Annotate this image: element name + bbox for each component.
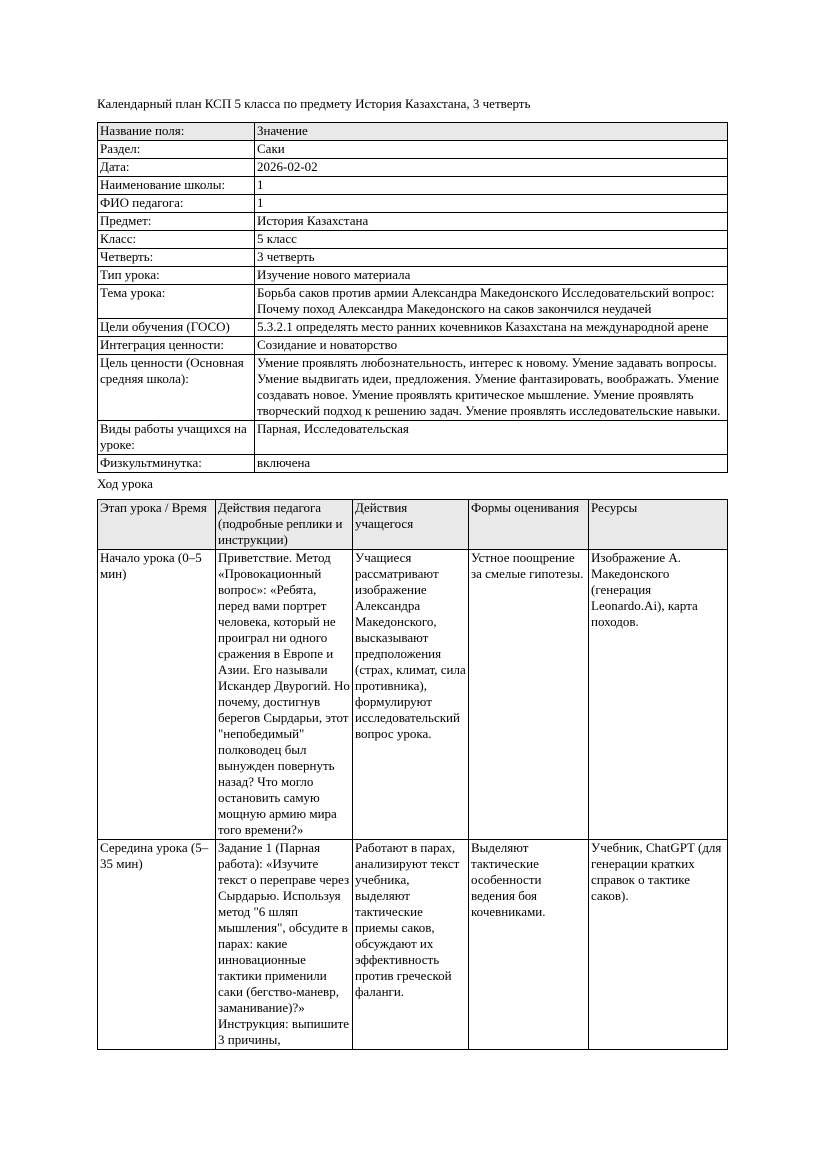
field-value: История Казахстана <box>255 213 728 231</box>
field-label: Цели обучения (ГОСО) <box>98 319 255 337</box>
info-row-learning-goals <box>98 319 728 337</box>
lesson-table <box>97 499 728 1050</box>
field-value: 5 класс <box>255 231 728 249</box>
lesson-table-header-row <box>98 500 728 550</box>
column-header-stage: Этап урока / Время <box>98 500 216 550</box>
teacher-actions-cell: Задание 1 (Парная работа): «Изучите текст о переправе через Сырдарью. Используя метод "6 шляп мышления", обсудите в парах: какие инновационные тактики применили саки (бегство-маневр, заманивание)?» Инструкция: выпишите 3 причины, <box>216 840 353 1050</box>
field-value: 1 <box>255 195 728 213</box>
info-row-phys-minute <box>98 455 728 473</box>
info-row-school <box>98 177 728 195</box>
stage-cell: Середина урока (5–35 мин) <box>98 840 216 1050</box>
info-table-header-row <box>98 123 728 141</box>
column-header-assessment: Формы оценивания <box>469 500 589 550</box>
column-header-student-actions: Действия учащегося <box>353 500 469 550</box>
field-value: Умение проявлять любознательность, интерес к новому. Умение задавать вопросы. Умение выдвигать идеи, предложения. Умение фантазировать, воображать. Умение создавать новое. Умение проявлять критическое мышление. Умение проявлять творческий подход к решению задач. Умение проявлять исследовательские навыки. <box>255 355 728 421</box>
document-title: Календарный план КСП 5 класса по предмету История Казахстана, 3 четверть <box>97 96 531 111</box>
column-header-resources: Ресурсы <box>589 500 728 550</box>
lesson-flow-heading: Ход урока <box>97 476 153 491</box>
field-label: Цель ценности (Основная средняя школа): <box>98 355 255 421</box>
field-value: Созидание и новаторство <box>255 337 728 355</box>
field-value: Парная, Исследовательская <box>255 421 728 455</box>
info-table <box>97 122 728 473</box>
info-row-work-types <box>98 421 728 455</box>
field-value: 1 <box>255 177 728 195</box>
info-row-razdel <box>98 141 728 159</box>
field-value: Борьба саков против армии Александра Македонского Исследовательский вопрос: Почему поход Александра Македонского на саков закончился неудачей <box>255 285 728 319</box>
resources-cell: Учебник, ChatGPT (для генерации кратких справок о тактике саков). <box>589 840 728 1050</box>
field-label: Наименование школы: <box>98 177 255 195</box>
info-row-class <box>98 231 728 249</box>
field-label: Тема урока: <box>98 285 255 319</box>
info-row-lesson-type <box>98 267 728 285</box>
info-header-value: Значение <box>255 123 728 141</box>
assessment-cell: Устное поощрение за смелые гипотезы. <box>469 550 589 840</box>
field-value: 3 четверть <box>255 249 728 267</box>
info-row-date <box>98 159 728 177</box>
field-label: Предмет: <box>98 213 255 231</box>
field-label: Класс: <box>98 231 255 249</box>
stage-cell: Начало урока (0–5 мин) <box>98 550 216 840</box>
field-label: Интеграция ценности: <box>98 337 255 355</box>
field-label: Четверть: <box>98 249 255 267</box>
field-value: 5.3.2.1 определять место ранних кочевников Казахстана на международной арене <box>255 319 728 337</box>
lesson-row-middle <box>98 840 728 1050</box>
info-header-field: Название поля: <box>98 123 255 141</box>
info-row-subject <box>98 213 728 231</box>
info-row-values-goal <box>98 355 728 421</box>
field-label: Виды работы учащихся на уроке: <box>98 421 255 455</box>
field-value: 2026-02-02 <box>255 159 728 177</box>
info-row-lesson-topic <box>98 285 728 319</box>
student-actions-cell: Учащиеся рассматривают изображение Александра Македонского, высказывают предположения (страх, климат, сила противника), формулируют исследовательский вопрос урока. <box>353 550 469 840</box>
field-label: Раздел: <box>98 141 255 159</box>
student-actions-cell: Работают в парах, анализируют текст учебника, выделяют тактические приемы саков, обсуждают их эффективность против греческой фаланги. <box>353 840 469 1050</box>
field-value: Изучение нового материала <box>255 267 728 285</box>
field-value: включена <box>255 455 728 473</box>
lesson-row-start <box>98 550 728 840</box>
info-row-values-integration <box>98 337 728 355</box>
teacher-actions-cell: Приветствие. Метод «Провокационный вопрос»: «Ребята, перед вами портрет человека, который не проиграл ни одного сражения в Европе и Азии. Его называли Искандер Двурогий. Но почему, достигнув берегов Сырдарьи, этот "непобедимый" полководец был вынужден повернуть назад? Что могло остановить самую мощную армию мира того времени?» <box>216 550 353 840</box>
info-row-teacher-name <box>98 195 728 213</box>
field-label: ФИО педагога: <box>98 195 255 213</box>
column-header-teacher-actions: Действия педагога (подробные реплики и инструкции) <box>216 500 353 550</box>
assessment-cell: Выделяют тактические особенности ведения боя кочевниками. <box>469 840 589 1050</box>
field-label: Физкультминутка: <box>98 455 255 473</box>
field-value: Саки <box>255 141 728 159</box>
info-row-quarter <box>98 249 728 267</box>
resources-cell: Изображение А. Македонского (генерация Leonardo.Ai), карта походов. <box>589 550 728 840</box>
field-label: Дата: <box>98 159 255 177</box>
field-label: Тип урока: <box>98 267 255 285</box>
